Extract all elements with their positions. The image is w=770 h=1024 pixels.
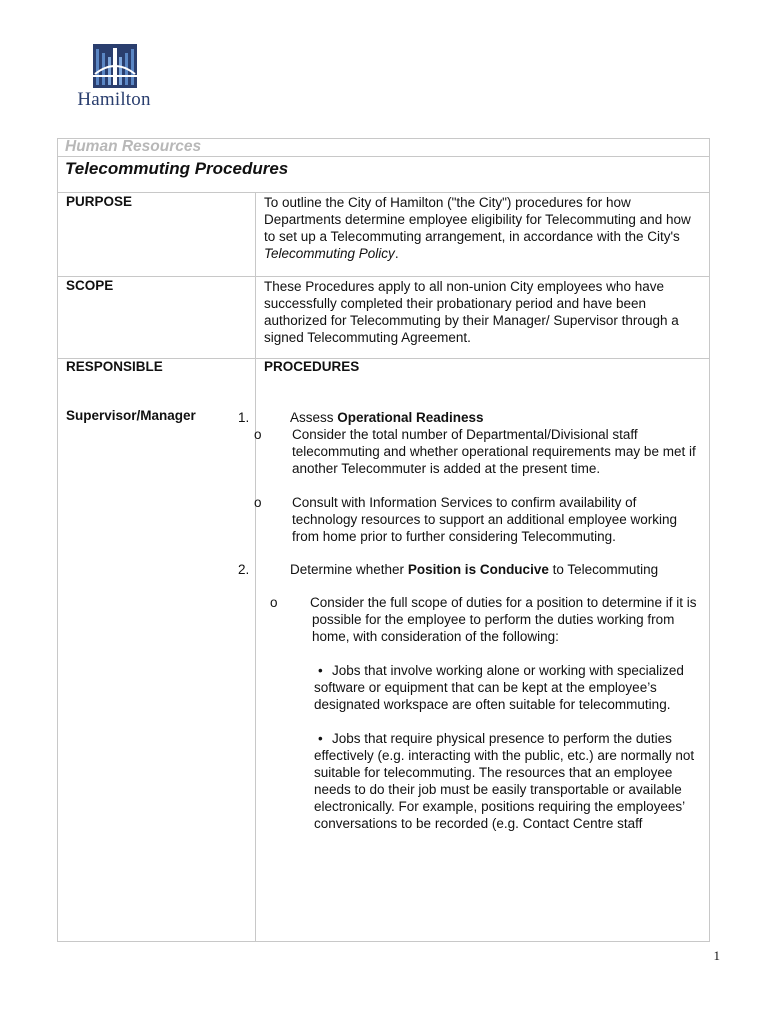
policy-reference: Telecommuting Policy [264,246,395,261]
purpose-text [264,194,704,262]
procedures-heading: PROCEDURES [264,359,360,374]
document-title: Telecommuting Procedures [65,159,289,178]
responsible-role: Supervisor/Manager [66,408,196,423]
step-2-title: Position is Conducive [407,562,549,577]
department-row [58,139,709,157]
scope-label: SCOPE [66,278,114,293]
scope-text [264,278,704,346]
page-number: 1 [713,948,720,963]
logo-wordmark: Hamilton [77,89,151,110]
step-2-bullet: • Jobs that require physical presence to perform the duties effectively (e.g. interacting with the public, etc.) are normally not suitable for telecommuting. The resources that an employee needs to do their job must be easily transportable or available electronically. For example, positions requiring the employees’ conversations to be recorded (e.g. Contact Centre staff [314,731,695,831]
step-1-subitem: o Consider the total number of Departmental/Divisional staff telecommuting and whether operational requirements may be met if another Telecommuter is added at the present time. [254,427,696,476]
row-divider [58,276,709,277]
department-label: Human Resources [65,138,202,155]
purpose-body: To outline the City of Hamilton ("the City") procedures for how Departments determine employee eligibility for Telecommuting and how to set up a Telecommuting arrangement, in accordance with the City's [264,195,691,244]
step-2-bullet: • Jobs that involve working alone or working with specialized software or equipment that can be kept at the employee’s designated workspace are often suitable for telecommuting. [314,663,684,712]
procedure-steps [238,409,704,832]
column-divider [255,193,256,941]
procedure-table [57,138,710,942]
city-logo [66,40,162,112]
step-2-subitem: o Consider the full scope of duties for a position to determine if it is possible for the employee to perform the duties working from home, with consideration of the following: [270,595,697,644]
responsible-label: RESPONSIBLE [66,359,163,374]
step-1: 1. Assess Operational Readiness [238,410,484,425]
title-row [58,157,709,193]
purpose-label: PURPOSE [66,194,133,209]
purpose-end: . [394,246,399,261]
step-2: 2. Determine whether Position is Conducive to Telecommuting [238,562,659,577]
step-1-subitem: o Consult with Information Services to confirm availability of technology resources to support an additional employee working from home prior to further considering Telecommuting. [254,495,677,544]
hamilton-bridge-logo-icon [93,44,137,88]
scope-body: These Procedures apply to all non-union City employees who have successfully completed their probationary period and have been authorized for Telecommuting by their Manager/ Supervisor through a signed Telecommuting Agreement. [264,279,679,345]
step-1-title: Operational Readiness [337,410,484,425]
